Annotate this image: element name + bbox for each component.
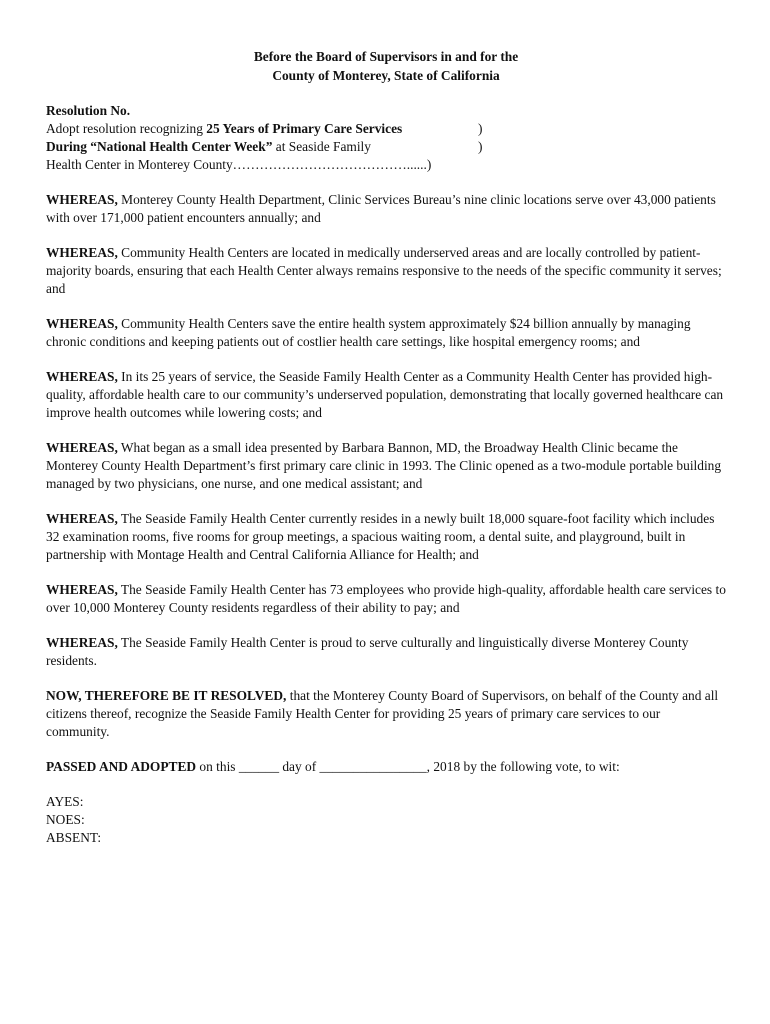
whereas-lead: WHEREAS, (46, 245, 118, 260)
whereas-clause-1 (46, 191, 726, 227)
whereas-lead: WHEREAS, (46, 369, 118, 384)
resolution-caption-line-1 (46, 120, 726, 138)
whereas-text: The Seaside Family Health Center has 73 employees who provide high-quality, affordable health care services to over 10,000 Monterey County residents regardless of their ability to pay; and (46, 582, 726, 615)
whereas-text: Monterey County Health Department, Clinic Services Bureau’s nine clinic locations serve over 43,000 patients with over 171,000 patient encounters annually; and (46, 192, 716, 225)
resolved-lead: NOW, THEREFORE BE IT RESOLVED, (46, 688, 287, 703)
whereas-clause-8 (46, 634, 726, 670)
passed-lead: PASSED AND ADOPTED (46, 759, 197, 774)
passed-adopted-line (46, 758, 726, 776)
resolved-clause (46, 687, 726, 741)
vote-tally (46, 793, 726, 847)
title-line-1: Before the Board of Supervisors in and for the (253, 49, 519, 64)
whereas-lead: WHEREAS, (46, 440, 118, 455)
resolution-caption-line-3: Health Center in Monterey County…………………………………......) (46, 157, 432, 172)
whereas-lead: WHEREAS, (46, 511, 118, 526)
whereas-text: What began as a small idea presented by Barbara Bannon, MD, the Broadway Health Clinic became the Monterey County Health Department’s first primary care clinic in 1993. The Clinic opened as a two-module portable building managed by two physicians, one nurse, and one medical assistant; and (46, 440, 722, 491)
vote-noes: NOES: (46, 812, 85, 827)
caption-paren-2: ) (478, 139, 483, 154)
resolution-document (46, 47, 726, 847)
resolved-text: that the Monterey County Board of Supervisors, on behalf of the County and all citizens thereof, recognize the Seaside Family Health Center for providing 25 years of primary care services to our community. (46, 688, 719, 739)
whereas-text: Community Health Centers are located in medically underserved areas and are locally controlled by patient-majority boards, ensuring that each Health Center always remains responsive to the needs of the specific community it serves; and (46, 245, 722, 296)
resolution-number (46, 102, 726, 120)
whereas-clause-4 (46, 368, 726, 422)
title-line-2: County of Monterey, State of California (272, 68, 500, 83)
whereas-text: The Seaside Family Health Center currently resides in a newly built 18,000 square-foot facility which includes 32 examination rooms, five rooms for group meetings, a spacious waiting room, a dental suite, and playground, built in partnership with Montage Health and Central California Alliance for Health; and (46, 511, 715, 562)
whereas-lead: WHEREAS, (46, 316, 118, 331)
whereas-clause-6 (46, 510, 726, 564)
vote-ayes: AYES: (46, 794, 84, 809)
vote-absent: ABSENT: (46, 830, 102, 845)
whereas-text: The Seaside Family Health Center is proud to serve culturally and linguistically diverse Monterey County residents. (46, 635, 689, 668)
resolution-number-label: Resolution No. (46, 103, 131, 118)
caption-rest: at Seaside Family (272, 139, 371, 154)
caption-bold-title: 25 Years of Primary Care Services (206, 121, 403, 136)
whereas-clause-3 (46, 315, 726, 351)
whereas-clause-5 (46, 439, 726, 493)
caption-prefix: Adopt resolution recognizing (46, 121, 207, 136)
passed-text: on this ______ day of ________________, 2018 by the following vote, to wit: (196, 759, 620, 774)
caption-bold-week: During “National Health Center Week” (46, 139, 273, 154)
caption-paren-1: ) (478, 121, 483, 136)
document-title (46, 47, 726, 85)
resolution-caption (46, 102, 726, 174)
resolution-caption-line-2 (46, 138, 726, 156)
whereas-text: In its 25 years of service, the Seaside Family Health Center as a Community Health Center has provided high-quality, affordable health care to our community’s underserved population, demonstrating that locally governed healthcare can improve health outcomes while lowering costs; and (46, 369, 724, 420)
whereas-text: Community Health Centers save the entire health system approximately $24 billion annually by managing chronic conditions and keeping patients out of costlier health care settings, like hospital emergency rooms; and (46, 316, 691, 349)
whereas-lead: WHEREAS, (46, 582, 118, 597)
whereas-lead: WHEREAS, (46, 192, 118, 207)
whereas-lead: WHEREAS, (46, 635, 118, 650)
whereas-clause-2 (46, 244, 726, 298)
whereas-clause-7 (46, 581, 726, 617)
